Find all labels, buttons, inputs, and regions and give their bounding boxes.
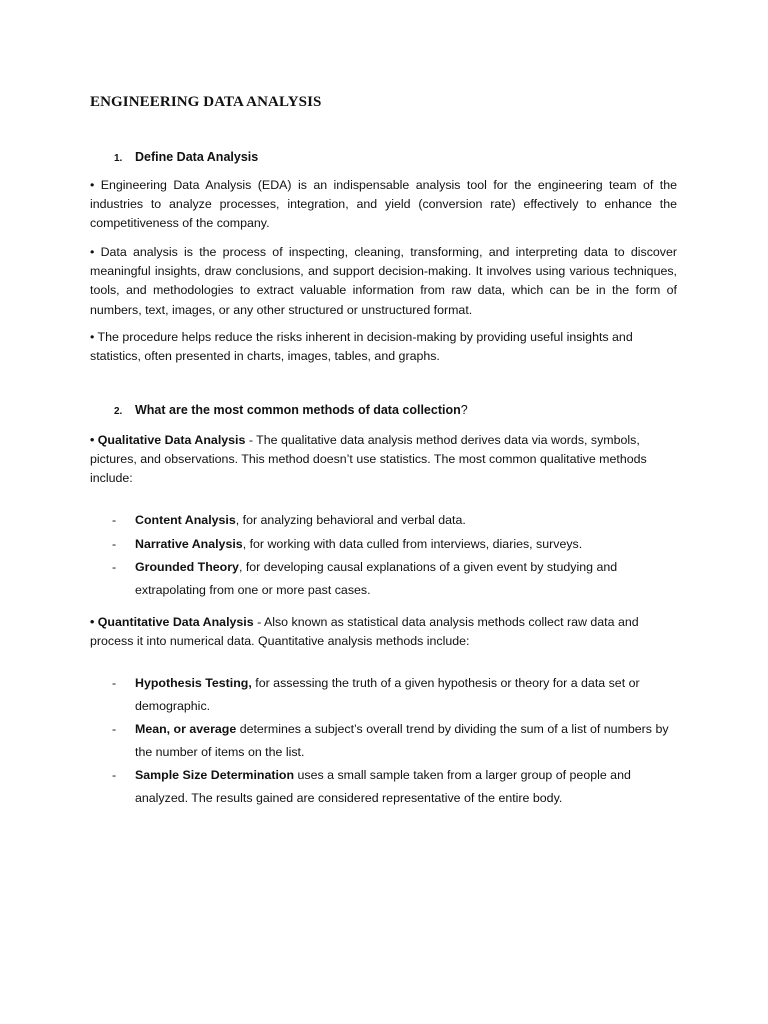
paragraph-risk-reduction: • The procedure helps reduce the risks inherent in decision-making by providing useful insights and statistics, often presented in charts, images, tables, and graphs. <box>90 330 633 364</box>
term-content-analysis: Content Analysis <box>135 513 236 527</box>
section-2-heading <box>114 403 468 417</box>
term-hypothesis-testing: Hypothesis Testing <box>135 676 249 690</box>
desc-narrative-analysis: , for working with data culled from interviews, diaries, surveys. <box>242 537 583 551</box>
document-title: ENGINEERING DATA ANALYSIS <box>90 94 322 110</box>
desc-content-analysis: , for analyzing behavioral and verbal data. <box>235 513 466 527</box>
paragraph-data-analysis-process: • Data analysis is the process of inspecting, cleaning, transforming, and interpreting data to discover meaningful insights, draw conclusions, and support decision-making. It involves using various techniques, tools, and methodologies to extract valuable information from raw data, which can be in the form of numbers, text, images, or any other structured or unstructured format. <box>90 245 677 317</box>
list-item-narrative-analysis <box>112 533 677 556</box>
list-dash: - <box>112 722 117 736</box>
section-2-title-end: ? <box>460 403 468 417</box>
term-narrative-analysis: Narrative Analysis <box>135 537 243 551</box>
desc-grounded-theory: , for developing causal explanations of a given event by studying and extrapolating from one or more past cases. <box>135 560 618 597</box>
list-dash: - <box>112 537 117 551</box>
list-item-sample-size <box>112 764 677 809</box>
list-item-mean-average <box>112 718 677 763</box>
section-2-number: 2. <box>114 406 123 417</box>
list-dash: - <box>112 560 117 574</box>
paragraph-qualitative <box>90 431 677 489</box>
paragraph-eda-definition: • Engineering Data Analysis (EDA) is an indispensable analysis tool for the engineering team of the industries to analyze processes, integration, and yield (conversion rate) effectively to enhance the competitiveness of the company. <box>90 178 677 231</box>
paragraph-quantitative <box>90 613 677 651</box>
section-1-title: Define Data Analysis <box>135 150 259 164</box>
list-item-content-analysis <box>112 509 677 532</box>
list-item-grounded-theory <box>112 556 677 601</box>
section-1-number: 1. <box>114 153 123 164</box>
quantitative-text: - Also known as statistical data analysis methods collect raw data and process it into numerical data. Quantitative analysis methods include: <box>90 615 639 649</box>
term-sample-size: Sample Size Determination <box>135 768 295 782</box>
qualitative-text: - The qualitative data analysis method derives data via words, symbols, pictures, and observations. This method doesn’t use statistics. The most common qualitative methods include: <box>90 433 647 486</box>
quantitative-label: • Quantitative Data Analysis <box>90 615 254 629</box>
list-dash: - <box>112 768 117 782</box>
list-dash: - <box>112 513 117 527</box>
qualitative-label: • Qualitative Data Analysis <box>90 433 246 447</box>
hypothesis-comma-mark: , <box>248 676 252 690</box>
list-item-hypothesis-testing <box>112 672 677 717</box>
term-grounded-theory: Grounded Theory <box>135 560 239 574</box>
section-2-title: What are the most common methods of data collection <box>135 403 461 417</box>
list-dash: - <box>112 676 117 690</box>
desc-hypothesis-testing: for assessing the truth of a given hypothesis or theory for a data set or demographic. <box>135 676 640 713</box>
desc-sample-size: uses a small sample taken from a larger group of people and analyzed. The results gained are considered representative of the entire body. <box>135 768 631 805</box>
section-1-heading <box>114 150 258 164</box>
desc-mean-average: determines a subject’s overall trend by dividing the sum of a list of numbers by the number of items on the list. <box>135 722 669 759</box>
term-mean-average: Mean, or average <box>135 722 237 736</box>
